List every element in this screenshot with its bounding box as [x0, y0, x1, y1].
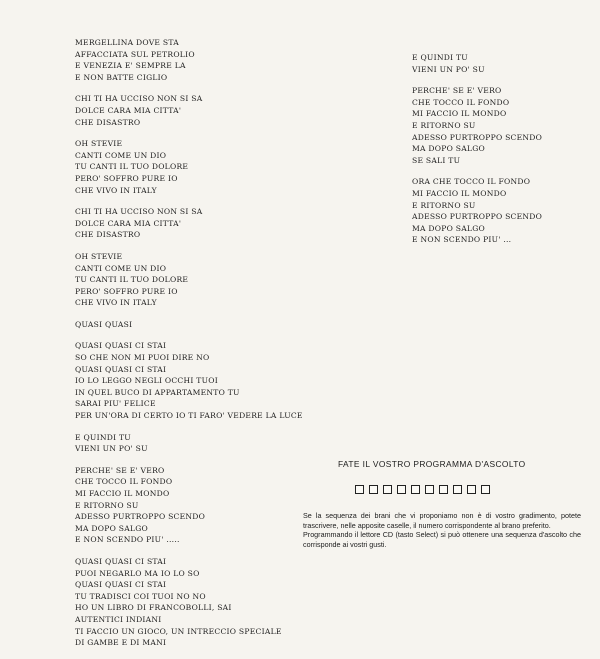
lyric-line: QUASI QUASI CI STAI: [75, 556, 167, 566]
lyric-line: PER UN'ORA DI CERTO IO TI FARO' VEDERE LA LUCE: [75, 411, 303, 421]
lyric-line: CHI TI HA UCCISO NON SI SA: [75, 207, 203, 217]
lyrics-stanza: [75, 37, 303, 83]
program-box: [383, 485, 392, 494]
program-box: [453, 485, 462, 494]
lyric-line: E NON SCENDO PIU' .....: [75, 535, 180, 545]
program-note: [303, 511, 581, 549]
lyric-line: PERCHE' SE E' VERO: [412, 86, 502, 96]
lyric-line: CHE VIVO IN ITALY: [75, 185, 157, 195]
lyric-line: DI GAMBE E DI MANI: [75, 638, 167, 648]
lyric-line: QUASI QUASI CI STAI: [75, 580, 167, 590]
lyric-line: PUOI NEGARLO MA IO LO SO: [75, 568, 200, 578]
lyric-line: DOLCE CARA MIA CITTA': [75, 218, 182, 228]
program-box: [355, 485, 364, 494]
lyric-line: CHE TOCCO IL FONDO: [75, 477, 173, 487]
lyric-line: E QUINDI TU: [412, 53, 468, 62]
lyrics-stanza: [75, 138, 303, 196]
lyric-line: CANTI COME UN DIO: [75, 150, 167, 160]
lyrics-stanza: [75, 432, 303, 455]
program-note-paragraph: Se la sequenza dei brani che vi proponiamo non è di vostro gradimento, potete trascrivere, nelle apposite caselle, il numero corrispondente al brano preferito.: [303, 511, 581, 530]
lyrics-stanza: [75, 465, 303, 546]
lyric-line: E VENEZIA E' SEMPRE LA: [75, 61, 186, 71]
lyric-line: VIENI UN PO' SU: [412, 64, 485, 74]
lyric-line: QUASI QUASI: [75, 319, 133, 329]
lyric-line: IO LO LEGGO NEGLI OCCHI TUOI: [75, 376, 218, 386]
lyric-line: QUASI QUASI CI STAI: [75, 341, 167, 351]
lyric-line: VIENI UN PO' SU: [75, 444, 148, 454]
program-boxes: [355, 485, 490, 494]
lyrics-stanza: [75, 556, 303, 649]
lyric-line: MA DOPO SALGO: [412, 144, 486, 154]
lyric-line: MI FACCIO IL MONDO: [412, 109, 507, 119]
lyric-line: SARAI PIU' FELICE: [75, 399, 156, 409]
lyric-line: E NON SCENDO PIU' ...: [412, 235, 512, 245]
lyric-line: HO UN LIBRO DI FRANCOBOLLI, SAI: [75, 603, 232, 613]
lyric-line: CHE DISASTRO: [75, 230, 141, 240]
lyric-line: TU CANTI IL TUO DOLORE: [75, 275, 189, 285]
lyric-line: MERGELLINA DOVE STA: [75, 38, 179, 47]
lyric-line: AFFACCIATA SUL PETROLIO: [75, 49, 195, 59]
lyric-line: E NON BATTE CIGLIO: [75, 72, 168, 82]
lyrics-stanza: [412, 52, 542, 75]
lyric-line: PERO' SOFFRO PURE IO: [75, 286, 178, 296]
lyric-line: ORA CHE TOCCO IL FONDO: [412, 177, 531, 187]
lyric-line: DOLCE CARA MIA CITTA': [75, 105, 182, 115]
lyrics-stanza: [75, 251, 303, 309]
lyrics-stanza: [75, 340, 303, 421]
lyric-line: OH STEVIE: [75, 251, 123, 261]
program-box: [439, 485, 448, 494]
lyric-line: MA DOPO SALGO: [412, 223, 486, 233]
lyric-line: PERO' SOFFRO PURE IO: [75, 173, 178, 183]
lyric-line: TI FACCIO UN GIOCO, UN INTRECCIO SPECIALE: [75, 626, 282, 636]
program-note-paragraph: Programmando il lettore CD (tasto Select) si può ottenere una sequenza d'ascolto che corrisponde ai vostri gusti.: [303, 530, 581, 549]
lyric-line: TU CANTI IL TUO DOLORE: [75, 162, 189, 172]
lyric-line: E RITORNO SU: [75, 500, 139, 510]
lyric-line: CHE DISASTRO: [75, 117, 141, 127]
lyric-line: CHE VIVO IN ITALY: [75, 298, 157, 308]
lyrics-stanza: [75, 93, 303, 128]
program-box: [397, 485, 406, 494]
program-box: [369, 485, 378, 494]
lyric-line: ADESSO PURTROPPO SCENDO: [412, 212, 543, 222]
lyric-line: E QUINDI TU: [75, 432, 131, 442]
lyric-line: CHI TI HA UCCISO NON SI SA: [75, 94, 203, 104]
lyric-line: QUASI QUASI CI STAI: [75, 364, 167, 374]
program-box: [467, 485, 476, 494]
program-box: [411, 485, 420, 494]
program-box: [481, 485, 490, 494]
lyric-line: TU TRADISCI COI TUOI NO NO: [75, 591, 206, 601]
lyric-line: MI FACCIO IL MONDO: [412, 188, 507, 198]
lyric-line: AUTENTICI INDIANI: [75, 614, 162, 624]
lyric-line: IN QUEL BUCO DI APPARTAMENTO TU: [75, 387, 240, 397]
program-title: FATE IL VOSTRO PROGRAMMA D'ASCOLTO: [338, 459, 526, 469]
lyric-line: SE SALI TU: [412, 155, 461, 165]
lyric-line: E RITORNO SU: [412, 120, 476, 130]
lyric-line: PERCHE' SE E' VERO: [75, 465, 165, 475]
lyric-line: ADESSO PURTROPPO SCENDO: [75, 512, 206, 522]
lyric-line: ADESSO PURTROPPO SCENDO: [412, 132, 543, 142]
lyrics-stanza: [412, 176, 542, 246]
lyric-line: CANTI COME UN DIO: [75, 263, 167, 273]
lyric-line: MA DOPO SALGO: [75, 523, 149, 533]
lyric-line: MI FACCIO IL MONDO: [75, 489, 170, 498]
lyrics-stanza: [75, 206, 303, 241]
lyrics-right-column: [412, 52, 542, 256]
lyrics-left-column: [75, 37, 303, 659]
program-box: [425, 485, 434, 494]
lyric-line: E RITORNO SU: [412, 200, 476, 210]
lyric-line: OH STEVIE: [75, 139, 123, 149]
lyric-line: SO CHE NON MI PUOI DIRE NO: [75, 353, 210, 363]
lyrics-stanza: [75, 319, 303, 331]
lyric-line: CHE TOCCO IL FONDO: [412, 97, 510, 107]
lyrics-stanza: [412, 85, 542, 166]
